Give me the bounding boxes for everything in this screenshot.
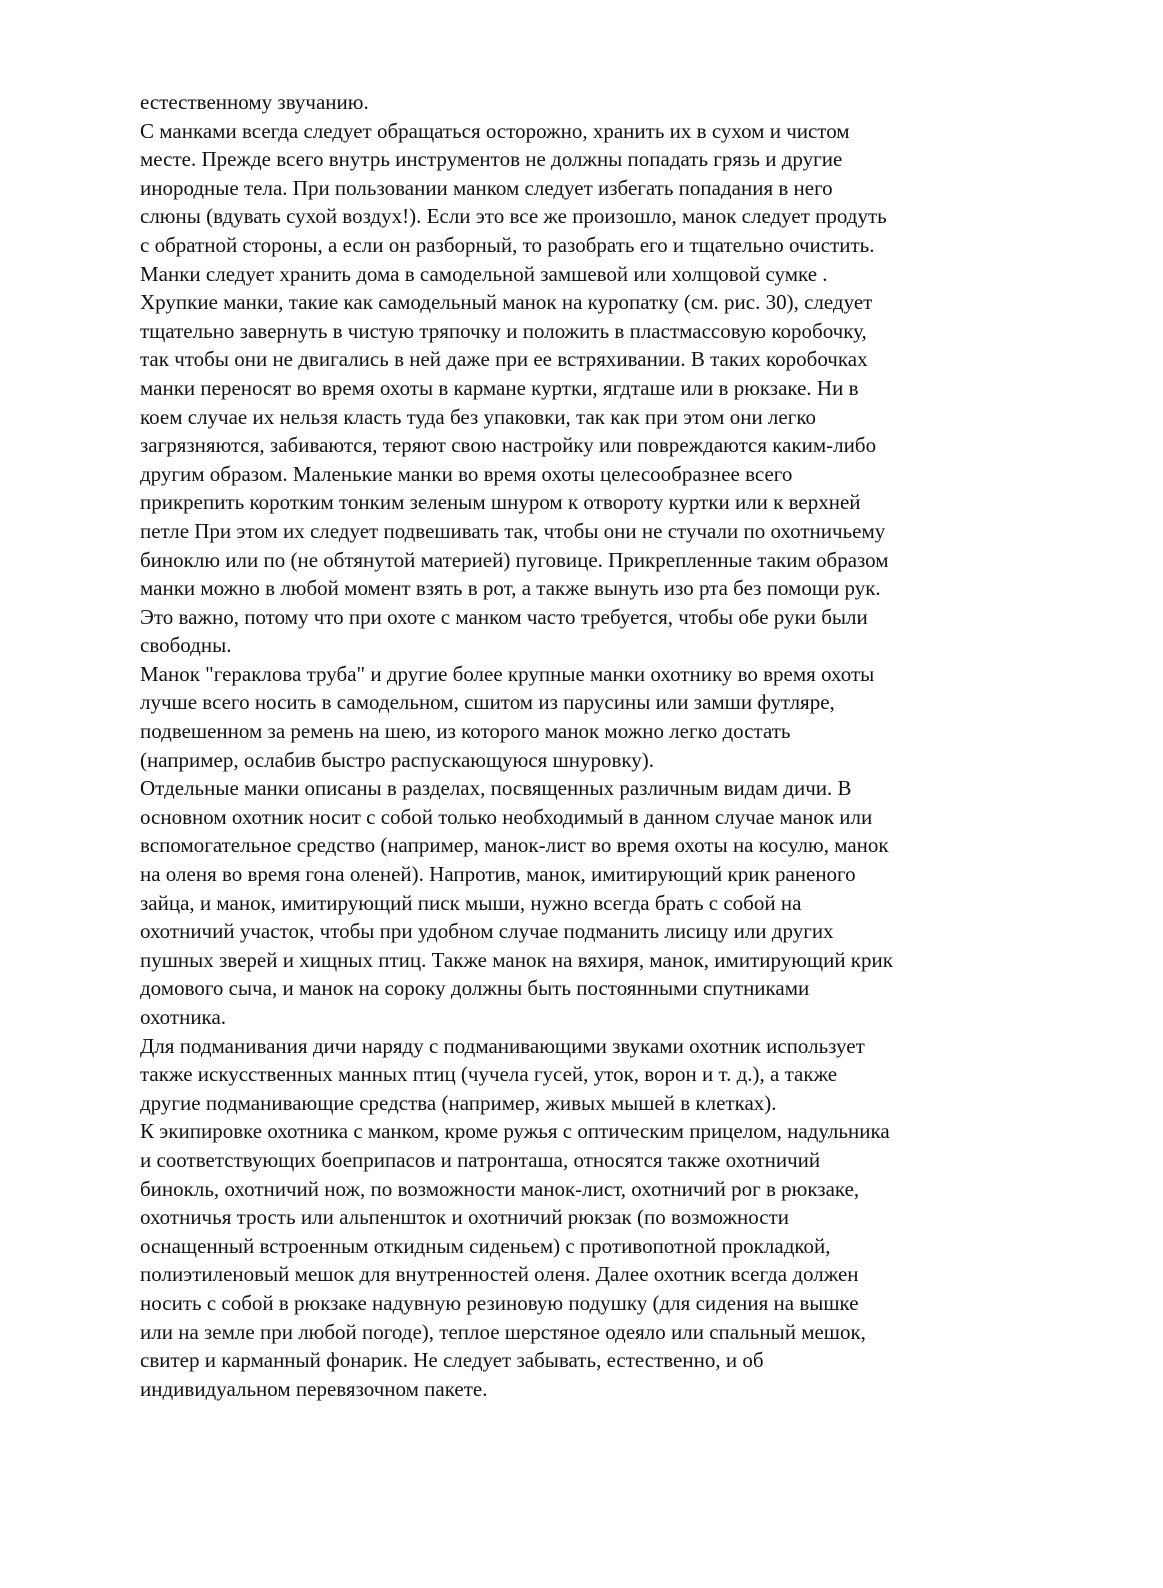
text-line: свободны.	[140, 633, 232, 658]
text-line: пушных зверей и хищных птиц. Также манок на вяхиря, манок, имитирующий крик	[140, 947, 893, 972]
text-line: Манки следует хранить дома в самодельной замшевой или холщовой сумке .	[140, 261, 828, 286]
text-line: инородные тела. При пользовании манком следует избегать попадания в него	[140, 175, 833, 200]
text-line: оснащенный встроенным откидным сиденьем) с противопотной прокладкой,	[140, 1233, 831, 1258]
text-line: другим образом. Маленькие манки во время охоты целесообразнее всего	[140, 461, 793, 486]
text-line: полиэтиленовый мешок для внутренностей оленя. Далее охотник всегда должен	[140, 1262, 859, 1287]
text-line: охотника.	[140, 1005, 227, 1029]
text-line: Это важно, потому что при охоте с манком часто требуется, чтобы обе руки были	[140, 604, 868, 629]
text-line: индивидуальном перевязочном пакете.	[140, 1376, 488, 1401]
text-line: С манками всегда следует обращаться осторожно, хранить их в сухом и чистом	[140, 118, 850, 143]
text-line: слюны (вдувать сухой воздух!). Если это все же произошло, манок следует продуть	[140, 204, 887, 229]
text-line: другие подманивающие средства (например, живых мышей в клетках).	[140, 1090, 777, 1115]
text-line: естественному звучанию.	[140, 90, 369, 114]
text-line: Манок "гераклова труба" и другие более крупные манки охотнику во время охоты	[140, 661, 875, 686]
text-line: основном охотник носит с собой только необходимый в данном случае манок или	[140, 804, 873, 829]
text-line: прикрепить коротким тонким зеленым шнуром к отвороту куртки или к верхней	[140, 490, 861, 515]
text-line: Для подманивания дичи наряду с подманивающими звуками охотник использует	[140, 1033, 865, 1058]
text-line: бинокль, охотничий нож, по возможности манок-лист, охотничий рог в рюкзаке,	[140, 1176, 860, 1201]
text-line: манки можно в любой момент взять в рот, а также вынуть изо рта без помощи рук.	[140, 576, 881, 601]
text-line: Хрупкие манки, такие как самодельный манок на куропатку (см. рис. 30), следует	[140, 290, 873, 315]
text-line: лучше всего носить в самодельном, сшитом из парусины или замши футляре,	[140, 690, 835, 715]
text-line: петле При этом их следует подвешивать так, чтобы они не стучали по охотничьему	[140, 518, 886, 543]
text-line: К экипировке охотника с манком, кроме ружья с оптическим прицелом, надульника	[140, 1119, 890, 1144]
text-line: зайца, и манок, имитирующий писк мыши, нужно всегда брать с собой на	[140, 890, 802, 915]
text-line: вспомогательное средство (например, манок-лист во время охоты на косулю, манок	[140, 833, 889, 858]
text-line: также искусственных манных птиц (чучела гусей, уток, ворон и т. д.), а также	[140, 1062, 838, 1087]
text-line: (например, ослабив быстро распускающуюся шнуровку).	[140, 747, 655, 772]
text-line: или на земле при любой погоде), теплое шерстяное одеяло или спальный мешок,	[140, 1319, 866, 1344]
text-line: с обратной стороны, а если он разборный, то разобрать его и тщательно очистить.	[140, 232, 875, 257]
text-line: загрязняются, забиваются, теряют свою настройку или повреждаются каким-либо	[140, 433, 877, 458]
text-line: свитер и карманный фонарик. Не следует забывать, естественно, и об	[140, 1348, 764, 1373]
text-line: так чтобы они не двигались в ней даже при ее встряхивании. В таких коробочках	[140, 347, 868, 372]
text-line: и соответствующих боеприпасов и патронташа, относятся также охотничий	[140, 1147, 821, 1172]
text-line: носить с собой в рюкзаке надувную резиновую подушку (для сидения на вышке	[140, 1290, 859, 1315]
text-line: охотничья трость или альпеншток и охотничий рюкзак (по возможности	[140, 1205, 790, 1230]
text-line: домового сыча, и манок на сороку должны быть постоянными спутниками	[140, 976, 810, 1001]
text-line: месте. Прежде всего внутрь инструментов не должны попадать грязь и другие	[140, 147, 843, 172]
text-line: подвешенном за ремень на шею, из которого манок можно легко достать	[140, 719, 791, 744]
text-line: коем случае их нельзя класть туда без упаковки, так как при этом они легко	[140, 404, 816, 429]
text-line: на оленя во время гона оленей). Напротив, манок, имитирующий крик раненого	[140, 862, 856, 887]
text-line: биноклю или по (не обтянутой материей) пуговице. Прикрепленные таким образом	[140, 547, 889, 572]
text-line: тщательно завернуть в чистую тряпочку и положить в пластмассовую коробочку,	[140, 318, 867, 343]
text-line: охотничий участок, чтобы при удобном случае подманить лисицу или других	[140, 919, 834, 944]
text-line: Отдельные манки описаны в разделах, посвященных различным видам дичи. В	[140, 776, 852, 801]
text-line: манки переносят во время охоты в кармане куртки, ягдташе или в рюкзаке. Ни в	[140, 375, 859, 400]
body-text	[140, 88, 1060, 1403]
